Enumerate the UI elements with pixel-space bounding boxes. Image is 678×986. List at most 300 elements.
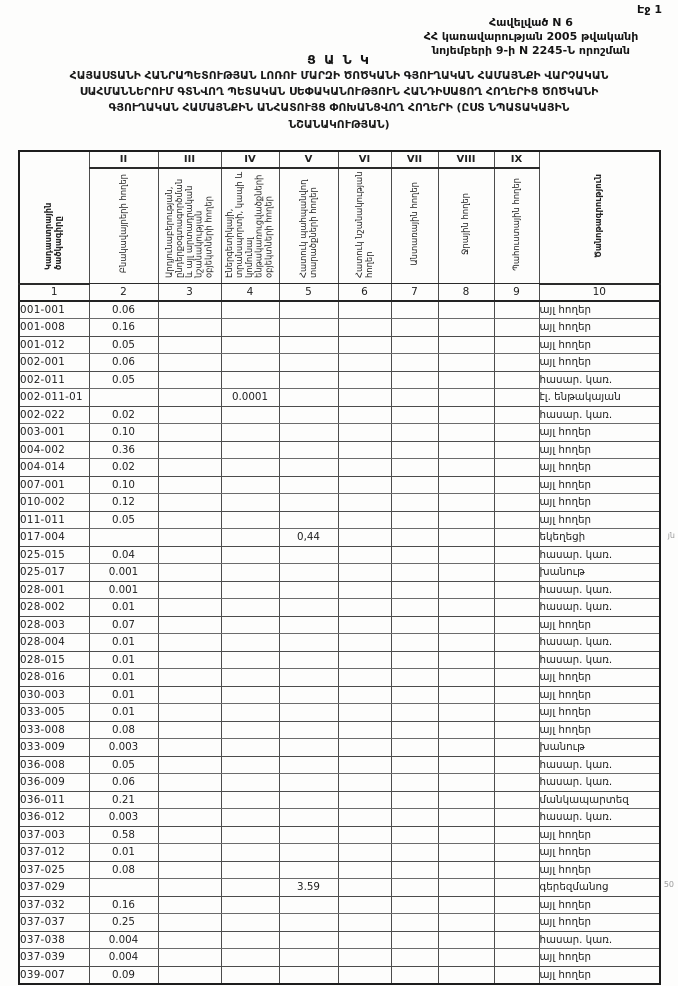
area-value-col-6 [338,511,391,529]
area-value-col-3 [158,704,221,722]
area-value-col-8 [438,966,494,984]
area-value-col-8 [438,581,494,599]
table-row [19,861,660,879]
row-note: այլ հողեր [539,424,660,442]
cadastral-code: 028-001 [19,581,89,599]
area-value-col-2: 0.004 [89,949,158,967]
area-value-col-9 [494,861,539,879]
area-value-col-4 [221,861,279,879]
table-row [19,389,660,407]
column-number-5: 5 [279,284,338,301]
area-value-col-4 [221,529,279,547]
area-value-col-6 [338,616,391,634]
cadastral-code: 036-012 [19,809,89,827]
table-row [19,494,660,512]
area-value-col-6 [338,914,391,932]
cadastral-code: 001-008 [19,319,89,337]
area-value-col-6 [338,844,391,862]
area-value-col-3 [158,879,221,897]
area-value-col-4 [221,459,279,477]
area-value-col-8 [438,756,494,774]
area-value-col-3 [158,931,221,949]
row-note: այլ հողեր [539,441,660,459]
table-row [19,511,660,529]
area-value-col-2: 0.01 [89,669,158,687]
area-value-col-9 [494,914,539,932]
area-value-col-3 [158,634,221,652]
area-value-col-5 [279,949,338,967]
area-value-col-6 [338,581,391,599]
area-value-col-2: 0.07 [89,616,158,634]
cadastral-code: 028-003 [19,616,89,634]
area-value-col-2: 0.08 [89,721,158,739]
area-value-col-9 [494,529,539,547]
area-value-col-9 [494,704,539,722]
area-value-col-6 [338,949,391,967]
area-value-col-9 [494,931,539,949]
area-value-col-2: 0.01 [89,599,158,617]
area-value-col-2: 0.02 [89,459,158,477]
cadastral-code: 037-029 [19,879,89,897]
area-value-col-9 [494,336,539,354]
table-row [19,546,660,564]
area-value-col-2: 0.004 [89,931,158,949]
table-row [19,599,660,617]
row-note: այլ հողեր [539,844,660,862]
cadastral-code: 007-001 [19,476,89,494]
area-value-col-9 [494,599,539,617]
table-row [19,896,660,914]
area-value-col-9 [494,319,539,337]
area-value-col-9 [494,721,539,739]
area-value-col-4 [221,441,279,459]
area-value-col-6 [338,406,391,424]
area-value-col-5 [279,704,338,722]
area-value-col-9 [494,564,539,582]
area-value-col-2: 0.06 [89,354,158,372]
table-row [19,354,660,372]
header-column-8-label: Ջրային հողեր [460,193,471,255]
row-note: այլ հողեր [539,966,660,984]
header-column-2-label: Բնակավայրերի հողեր [117,174,128,274]
cadastral-code: 037-032 [19,896,89,914]
table-row [19,651,660,669]
area-value-col-4 [221,931,279,949]
area-value-col-6 [338,966,391,984]
table-row [19,564,660,582]
cadastral-code: 028-002 [19,599,89,617]
table-row [19,441,660,459]
area-value-col-6 [338,459,391,477]
area-value-col-7 [391,826,438,844]
area-value-col-8 [438,914,494,932]
row-note: հասար. կառ. [539,581,660,599]
land-parcel-table [18,150,661,985]
area-value-col-4 [221,599,279,617]
area-value-col-8 [438,511,494,529]
area-value-col-4 [221,966,279,984]
area-value-col-4 [221,581,279,599]
column-number-9: 9 [494,284,539,301]
row-note: այլ հողեր [539,511,660,529]
area-value-col-5 [279,739,338,757]
area-value-col-5 [279,896,338,914]
area-value-col-7 [391,686,438,704]
cadastral-code: 003-001 [19,424,89,442]
area-value-col-8 [438,406,494,424]
area-value-col-5 [279,616,338,634]
table-row [19,476,660,494]
area-value-col-2: 0.25 [89,914,158,932]
area-value-col-3 [158,371,221,389]
table-row [19,319,660,337]
area-value-col-5: 3.59 [279,879,338,897]
area-value-col-7 [391,669,438,687]
area-value-col-7 [391,966,438,984]
row-note: այլ հողեր [539,896,660,914]
area-value-col-9 [494,739,539,757]
area-value-col-5 [279,686,338,704]
area-value-col-7 [391,721,438,739]
area-value-col-6 [338,861,391,879]
area-value-col-4 [221,826,279,844]
header-column-6 [338,168,391,284]
area-value-col-6 [338,424,391,442]
area-value-col-2: 0.10 [89,424,158,442]
margin-mark-2: 50 [663,880,674,889]
area-value-col-7 [391,599,438,617]
header-column-8 [438,168,494,284]
area-value-col-5: 0,44 [279,529,338,547]
area-value-col-9 [494,686,539,704]
area-value-col-6 [338,301,391,319]
table-row [19,774,660,792]
area-value-col-9 [494,879,539,897]
area-value-col-5 [279,476,338,494]
appendix-line-2: ՀՀ կառավարության 2005 թվականի [423,29,639,43]
area-value-col-3 [158,686,221,704]
row-note: եկեղեցի [539,529,660,547]
row-note: խանութ [539,739,660,757]
row-note: այլ հողեր [539,914,660,932]
roman-numeral-VI: VI [338,151,391,168]
subtitle-line-3: ԳՅՈՒՂԱԿԱՆ ՀԱՄԱՅՆՔԻՆ ԱՆՀԱՏՈՒՅՑ ՓՈԽԱՆՑՎՈՂ ՀՈՂԵՐԻ (ԸՍՏ ՆՊԱՏԱԿԱՅԻՆ [108,101,570,115]
area-value-col-4 [221,704,279,722]
area-value-col-3 [158,511,221,529]
area-value-col-2: 0.04 [89,546,158,564]
area-value-col-7 [391,791,438,809]
area-value-col-5 [279,494,338,512]
area-value-col-2: 0.06 [89,774,158,792]
area-value-col-9 [494,459,539,477]
cadastral-code: 036-009 [19,774,89,792]
area-value-col-2: 0.003 [89,739,158,757]
area-value-col-4 [221,791,279,809]
area-value-col-6 [338,739,391,757]
area-value-col-9 [494,301,539,319]
area-value-col-8 [438,546,494,564]
area-value-col-8 [438,931,494,949]
area-value-col-2 [89,389,158,407]
area-value-col-3 [158,914,221,932]
area-value-col-2: 0.01 [89,651,158,669]
area-value-col-7 [391,949,438,967]
area-value-col-7 [391,494,438,512]
area-value-col-5 [279,546,338,564]
area-value-col-9 [494,406,539,424]
area-value-col-3 [158,616,221,634]
area-value-col-6 [338,634,391,652]
cadastral-code: 002-022 [19,406,89,424]
area-value-col-9 [494,634,539,652]
area-value-col-8 [438,459,494,477]
area-value-col-4 [221,879,279,897]
row-note: էլ. ենթակայան [539,389,660,407]
area-value-col-3 [158,319,221,337]
area-value-col-3 [158,721,221,739]
area-value-col-9 [494,809,539,827]
subtitle-line-2: ՍԱՀՄԱՆՆԵՐՈՒՄ ԳՏՆՎՈՂ ՊԵՏԱԿԱՆ ՍԵՓԱԿԱՆՈՒԹՅՈՒՆ ՀԱՆԴԻՍԱՑՈՂ ՀՈՂԵՐԻՑ ԾՈԾԿԱՆԻ [79,85,599,99]
area-value-col-6 [338,529,391,547]
area-value-col-5 [279,459,338,477]
table-row [19,704,660,722]
header-column-2 [89,168,158,284]
area-value-col-5 [279,371,338,389]
row-note: այլ հողեր [539,319,660,337]
cadastral-code: 010-002 [19,494,89,512]
area-value-col-5 [279,809,338,827]
area-value-col-7 [391,441,438,459]
table-row [19,879,660,897]
area-value-col-9 [494,756,539,774]
area-value-col-3 [158,581,221,599]
area-value-col-7 [391,476,438,494]
area-value-col-8 [438,441,494,459]
area-value-col-2: 0.05 [89,371,158,389]
table-row [19,301,660,319]
row-note: այլ հողեր [539,336,660,354]
row-note: այլ հողեր [539,301,660,319]
area-value-col-8 [438,336,494,354]
area-value-col-5 [279,844,338,862]
cadastral-code: 004-002 [19,441,89,459]
area-value-col-5 [279,354,338,372]
cadastral-code: 028-015 [19,651,89,669]
area-value-col-2: 0.01 [89,634,158,652]
area-value-col-3 [158,739,221,757]
table-body [19,301,660,985]
table-row [19,406,660,424]
area-value-col-8 [438,529,494,547]
table-row [19,721,660,739]
area-value-col-6 [338,809,391,827]
column-number-8: 8 [438,284,494,301]
area-value-col-7 [391,529,438,547]
subtitle-line-4: ՆՇԱՆԱԿՈՒԹՅԱՆ) [288,117,390,131]
area-value-col-4 [221,844,279,862]
row-note: այլ հողեր [539,721,660,739]
area-value-col-7 [391,406,438,424]
area-value-col-8 [438,476,494,494]
table-row [19,966,660,984]
area-value-col-9 [494,616,539,634]
area-value-col-3 [158,389,221,407]
cadastral-code: 037-039 [19,949,89,967]
header-remarks [539,151,660,284]
column-number-3: 3 [158,284,221,301]
table-row [19,791,660,809]
cadastral-code: 025-017 [19,564,89,582]
area-value-col-8 [438,389,494,407]
cadastral-code: 033-008 [19,721,89,739]
cadastral-code: 036-008 [19,756,89,774]
area-value-col-6 [338,389,391,407]
area-value-col-2: 0.01 [89,704,158,722]
area-value-col-3 [158,336,221,354]
area-value-col-2: 0.05 [89,336,158,354]
area-value-col-2: 0.16 [89,319,158,337]
area-value-col-7 [391,459,438,477]
area-value-col-4 [221,949,279,967]
cadastral-code: 011-011 [19,511,89,529]
area-value-col-3 [158,459,221,477]
area-value-col-8 [438,896,494,914]
cadastral-code: 033-009 [19,739,89,757]
subtitle-line-1: ՀԱՅԱՍՏԱՆԻ ՀԱՆՐԱՊԵՏՈՒԹՅԱՆ ԼՈՌՈՒ ՄԱՐԶԻ ԾՈԾԿԱՆԻ ԳՅՈՒՂԱԿԱՆ ՀԱՄԱՅՆՔԻ ՎԱՐՉԱԿԱՆ [69,69,609,82]
row-note: այլ հողեր [539,861,660,879]
area-value-col-8 [438,301,494,319]
appendix-line-3: նոյեմբերի 9-ի N 2245-Ն որոշման [432,43,630,57]
cadastral-code: 017-004 [19,529,89,547]
header-column-9-label: Պահուստային հողեր [510,177,521,271]
area-value-col-5 [279,301,338,319]
header-column-3-label: Արդյունաբերության, ընդերքօգտագործման և այլ արտադրական նշանակության օբյեկտների հողեր [163,178,214,278]
header-column-7 [391,168,438,284]
area-value-col-9 [494,476,539,494]
area-value-col-3 [158,424,221,442]
area-value-col-2: 0.21 [89,791,158,809]
area-value-col-2: 0.05 [89,756,158,774]
area-value-col-3 [158,651,221,669]
table-row [19,914,660,932]
row-note: այլ հողեր [539,704,660,722]
area-value-col-5 [279,336,338,354]
area-value-col-6 [338,704,391,722]
area-value-col-5 [279,826,338,844]
area-value-col-8 [438,774,494,792]
row-note: հասար. կառ. [539,599,660,617]
area-value-col-7 [391,371,438,389]
area-value-col-8 [438,879,494,897]
area-value-col-5 [279,861,338,879]
area-value-col-6 [338,546,391,564]
column-number-row [19,284,660,301]
area-value-col-5 [279,424,338,442]
area-value-col-4 [221,721,279,739]
area-value-col-8 [438,616,494,634]
area-value-col-6 [338,879,391,897]
area-value-col-4 [221,564,279,582]
area-value-col-7 [391,616,438,634]
row-note: հասար. կառ. [539,371,660,389]
cadastral-code: 033-005 [19,704,89,722]
cadastral-code: 037-038 [19,931,89,949]
area-value-col-4 [221,476,279,494]
area-value-col-3 [158,896,221,914]
area-value-col-6 [338,931,391,949]
area-value-col-5 [279,651,338,669]
cadastral-code: 025-015 [19,546,89,564]
area-value-col-6 [338,319,391,337]
area-value-col-2: 0.36 [89,441,158,459]
area-value-col-4 [221,616,279,634]
area-value-col-8 [438,949,494,967]
area-value-col-3 [158,599,221,617]
cadastral-code: 002-011 [19,371,89,389]
area-value-col-4 [221,336,279,354]
area-value-col-7 [391,914,438,932]
area-value-col-9 [494,441,539,459]
area-value-col-5 [279,564,338,582]
area-value-col-7 [391,546,438,564]
area-value-col-3 [158,546,221,564]
appendix-line-1: Հավելված N 6 [489,16,573,29]
row-note: այլ հողեր [539,476,660,494]
area-value-col-2: 0.08 [89,861,158,879]
area-value-col-7 [391,564,438,582]
area-value-col-2: 0.001 [89,564,158,582]
area-value-col-5 [279,791,338,809]
area-value-col-4 [221,354,279,372]
cadastral-code: 039-007 [19,966,89,984]
column-number-7: 7 [391,284,438,301]
column-number-6: 6 [338,284,391,301]
area-value-col-6 [338,896,391,914]
area-value-col-7 [391,774,438,792]
row-note: հասար. կառ. [539,809,660,827]
area-value-col-9 [494,949,539,967]
area-value-col-4 [221,634,279,652]
area-value-col-8 [438,599,494,617]
cadastral-code: 002-011-01 [19,389,89,407]
header-remarks-label: Ծանոթագրություն [593,173,604,258]
row-note: հասար. կառ. [539,634,660,652]
area-value-col-3 [158,406,221,424]
area-value-col-3 [158,564,221,582]
table-row [19,581,660,599]
area-value-col-6 [338,494,391,512]
area-value-col-2: 0.02 [89,406,158,424]
row-note: մանկապարտեզ [539,791,660,809]
row-note: այլ հողեր [539,459,660,477]
area-value-col-7 [391,809,438,827]
area-value-col-5 [279,389,338,407]
area-value-col-2: 0.01 [89,844,158,862]
area-value-col-6 [338,354,391,372]
table-row [19,686,660,704]
area-value-col-9 [494,966,539,984]
area-value-col-5 [279,511,338,529]
area-value-col-3 [158,441,221,459]
area-value-col-3 [158,791,221,809]
area-value-col-5 [279,634,338,652]
roman-numeral-IX: IX [494,151,539,168]
row-note: հասար. կառ. [539,756,660,774]
area-value-col-2: 0.001 [89,581,158,599]
area-value-col-4 [221,301,279,319]
area-value-col-2: 0.58 [89,826,158,844]
area-value-col-8 [438,319,494,337]
